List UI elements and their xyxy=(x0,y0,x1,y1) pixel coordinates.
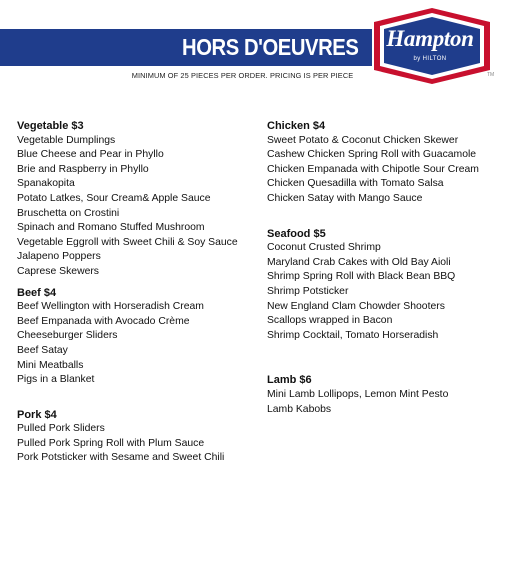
menu-column-left xyxy=(17,119,257,466)
menu-column-right xyxy=(267,119,517,417)
page-title: HORS D'OEUVRES xyxy=(181,34,358,60)
menu-item: Shrimp Spring Roll with Black Bean BBQ xyxy=(267,271,456,283)
menu-item: Pigs in a Blanket xyxy=(17,374,95,386)
menu-item: Shrimp Potsticker xyxy=(267,285,349,297)
menu-item: Vegetable Dumplings xyxy=(17,134,116,146)
menu-item: Pork Potsticker with Sesame and Sweet Chili xyxy=(17,452,225,464)
menu-item: Beef Satay xyxy=(17,344,68,356)
logo-wordmark: Hampton xyxy=(386,26,474,51)
menu-item: Coconut Crusted Shrimp xyxy=(267,242,381,254)
menu-item: New England Clam Chowder Shooters xyxy=(267,300,445,312)
menu-item: Caprese Skewers xyxy=(17,265,100,277)
section-chicken xyxy=(267,119,517,207)
section-title: Beef $4 xyxy=(17,286,57,299)
menu-item: Chicken Empanada with Chipotle Sour Cream xyxy=(267,163,479,175)
menu-item: Sweet Potato & Coconut Chicken Skewer xyxy=(267,134,459,146)
menu-item: Mini Meatballs xyxy=(17,359,84,371)
section-title: Chicken $4 xyxy=(267,120,326,132)
menu-item: Pulled Pork Spring Roll with Plum Sauce xyxy=(17,437,205,449)
trademark-mark: TM xyxy=(487,72,495,78)
menu-item: Jalapeno Poppers xyxy=(17,251,101,263)
section-beef xyxy=(17,286,257,388)
menu-item: Chicken Satay with Mango Sauce xyxy=(267,192,423,204)
section-title: Vegetable $3 xyxy=(17,120,84,132)
menu-item: Cheeseburger Sliders xyxy=(17,330,118,342)
title-banner xyxy=(0,29,372,66)
menu-item: Vegetable Eggroll with Sweet Chili & Soy Sauce xyxy=(17,236,238,248)
menu-item: Chicken Quesadilla with Tomato Salsa xyxy=(267,178,444,190)
logo-subtext: by HILTON xyxy=(413,56,447,62)
section-vegetable xyxy=(17,119,257,280)
menu-item: Brie and Raspberry in Phyllo xyxy=(17,163,149,175)
menu-item: Mini Lamb Lollipops, Lemon Mint Pesto xyxy=(267,388,449,400)
section-lamb xyxy=(267,373,517,417)
menu-item: Spanakopita xyxy=(17,178,75,190)
menu-item: Scallops wrapped in Bacon xyxy=(267,315,393,327)
section-pork xyxy=(17,408,257,466)
menu-item: Bruschetta on Crostini xyxy=(17,207,120,219)
order-note: MINIMUM OF 25 PIECES PER ORDER. PRICING IS PER PIECE xyxy=(131,71,354,80)
menu-item: Maryland Crab Cakes with Old Bay Aioli xyxy=(267,256,451,268)
section-title: Pork $4 xyxy=(17,408,57,421)
menu-item: Pulled Pork Sliders xyxy=(17,423,105,435)
menu-item: Beef Wellington with Horseradish Cream xyxy=(17,301,204,313)
section-seafood xyxy=(267,227,517,344)
section-title: Lamb $6 xyxy=(267,374,312,387)
menu-item: Blue Cheese and Pear in Phyllo xyxy=(17,149,164,161)
menu-item: Potato Latkes, Sour Cream& Apple Sauce xyxy=(17,192,211,204)
menu-item: Cashew Chicken Spring Roll with Guacamole xyxy=(267,149,477,161)
section-title: Seafood $5 xyxy=(267,227,326,240)
menu-item: Spinach and Romano Stuffed Mushroom xyxy=(17,222,205,234)
menu-item: Beef Empanada with Avocado Crème xyxy=(17,315,190,327)
menu-item: Lamb Kabobs xyxy=(267,403,332,415)
menu-item: Shrimp Cocktail, Tomato Horseradish xyxy=(267,329,439,341)
